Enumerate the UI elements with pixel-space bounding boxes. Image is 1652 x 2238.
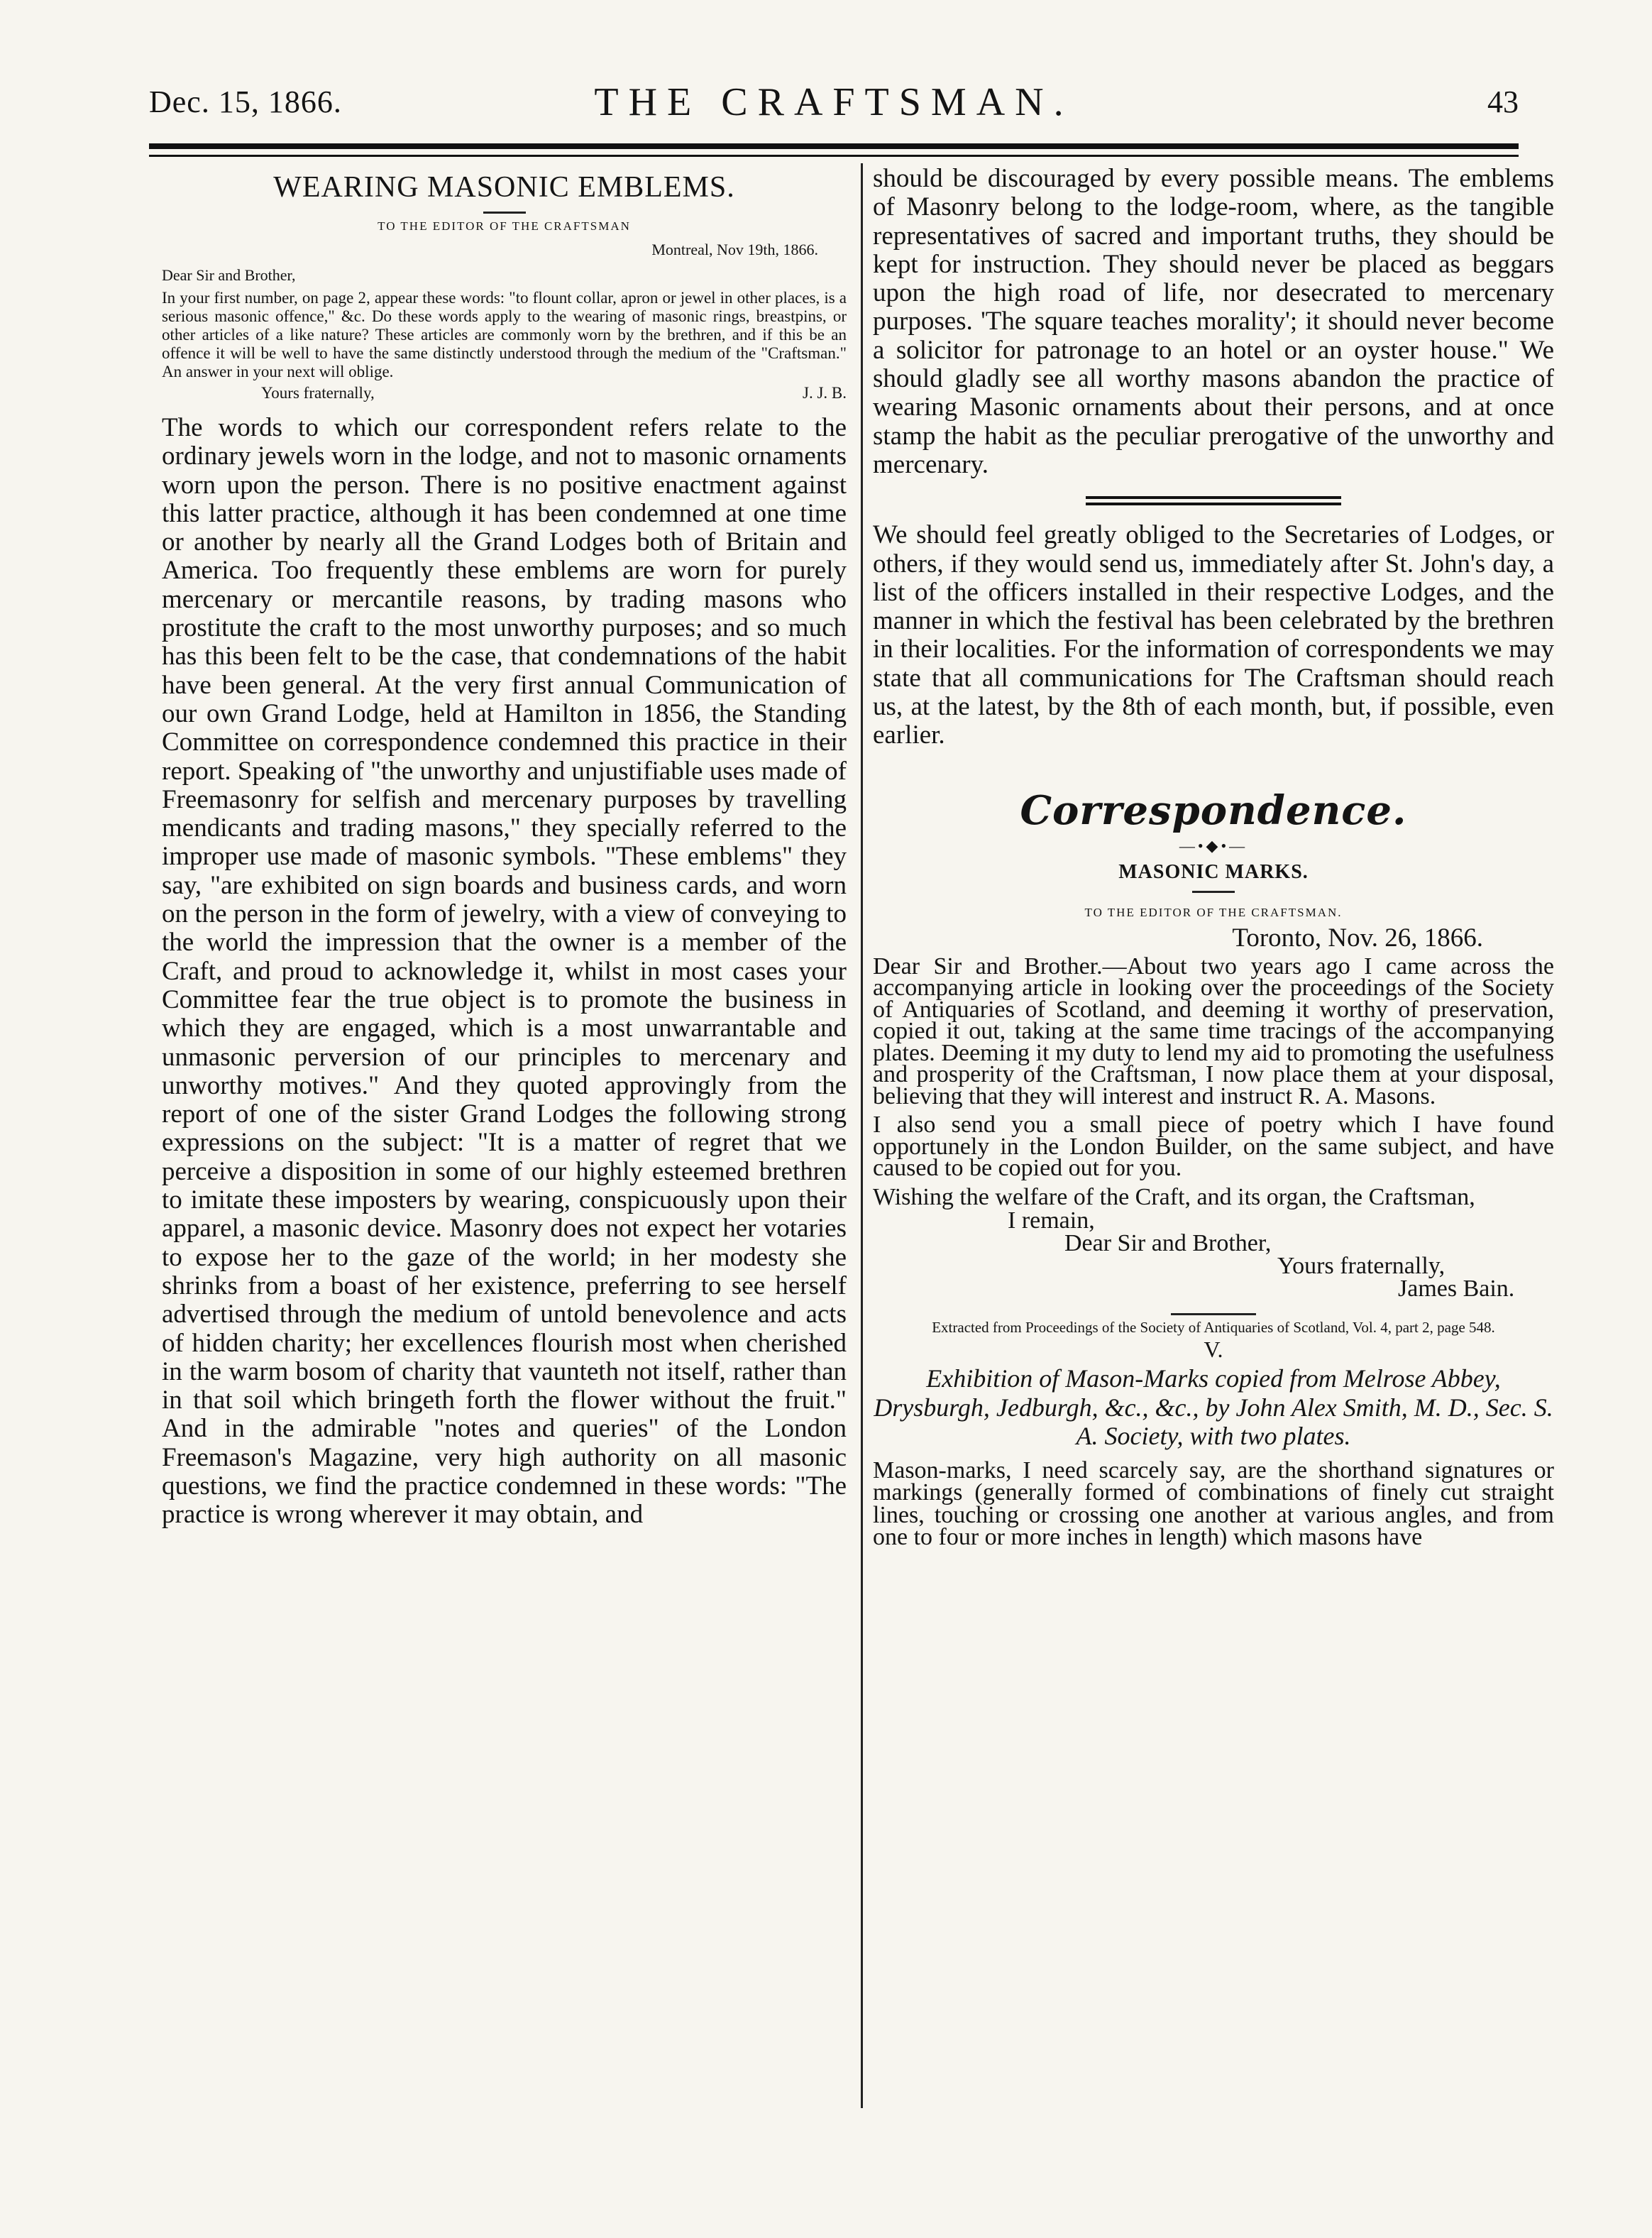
article-title: WEARING MASONIC EMBLEMS. <box>273 171 735 204</box>
letter-salutation: Dear Sir and Brother, <box>162 266 296 284</box>
closing-signature: James Bain. <box>1398 1276 1515 1302</box>
signoff-initials: J. J. B. <box>803 384 847 402</box>
correspondence-place-date: Toronto, Nov. 26, 1866. <box>1232 923 1483 953</box>
reader-letter: In your first number, on page 2, appear these words: "to flount collar, apron or jewel in other places, is a serious masonic offence," &c. Do these words apply to the wearing of masonic rings, breastpins, or other articles of a like nature? These articles are commonly worn by the brethren, and if this be an offence it will be well to have the same distinctly understood through the medium of the "Craftsman." An answer in your next will oblige. <box>162 289 847 380</box>
left-column <box>162 165 847 1530</box>
title-rule <box>483 212 526 214</box>
issue-date: Dec. 15, 1866. <box>149 84 342 119</box>
correspondence-heading: Correspondence. <box>1020 786 1407 834</box>
mason-marks-text: Mason-marks, I need scarcely say, are the shorthand signatures or markings (generally formed of combinations of finely cut straight lines, touching or crossing one another at various angles, and from one to four or more inches in length) which masons have <box>873 1457 1554 1551</box>
letter-signoff <box>261 384 847 402</box>
to-editor-line: TO THE EDITOR OF THE CRAFTSMAN <box>378 219 631 233</box>
signoff-text: Yours fraternally, <box>261 384 375 402</box>
correspondence-paragraph-2: I also send you a small piece of poetry which I have found opportunely in the London Builder, on the same subject, and have caused to be copied out for you. <box>873 1112 1554 1182</box>
masthead <box>149 79 1519 138</box>
masthead-rule-thin <box>149 155 1519 157</box>
exhibition-title: Exhibition of Mason-Marks copied from Melrose Abbey, Drysburgh, Jedburgh, &c., &c., by John Alex Smith, M. D., Sec. S. A. Society, with two plates. <box>874 1364 1553 1451</box>
page-number: 43 <box>1487 84 1519 119</box>
column-divider <box>861 163 863 2108</box>
right-column <box>873 165 1554 1549</box>
closing-remain: I remain, <box>1008 1207 1095 1234</box>
footnote-rule <box>1171 1313 1256 1315</box>
section-marker: V. <box>1204 1337 1223 1363</box>
section-double-rule <box>1086 496 1341 505</box>
correspondence-paragraph-3: Wishing the welfare of the Craft, and its organ, the Craftsman, <box>873 1183 1475 1210</box>
correspondence-to-editor: TO THE EDITOR OF THE CRAFTSMAN. <box>1084 905 1343 919</box>
editorial-announcement: We should feel greatly obliged to the Secretaries of Lodges, or others, if they would send us, immediately after St. John's day, a list of the officers installed in their respective Lodges, and the manner in which the festival has been celebrated by the brethren in their localities. For the information of correspondents we may state that all communications for The Craftsman should reach us, at the latest, by the 8th of each month, but, if possible, even earlier. <box>873 520 1554 750</box>
publication-title: THE CRAFTSMAN. <box>594 80 1074 124</box>
closing-sir: Dear Sir and Brother, <box>1064 1230 1272 1257</box>
subheading-rule <box>1192 891 1235 893</box>
masthead-rule-thick <box>149 143 1519 149</box>
correspondence-subheading: MASONIC MARKS. <box>1118 860 1309 883</box>
correspondence-paragraph-1: Dear Sir and Brother.—About two years ago I came across the accompanying article in looking over the proceedings of the Society of Antiquaries of Scotland, and deeming it worthy of preservation, copied it out, taking at the same time tracings of the accompanying plates. Deeming it my duty to lend my aid to promoting the usefulness and prosperity of the Craftsman, I now place them at your disposal, believing that they will interest and instruct R. A. Masons. <box>873 953 1554 1109</box>
letter-place-date: Montreal, Nov 19th, 1866. <box>651 241 818 258</box>
article-continuation: should be discouraged by every possible means. The emblems of Masonry belong to the lodge-room, where, as the tangible representatives of sacred and important truths, they should be kept for instruction. They should never be placed as beggars upon the high road of life, nor desecrated to mercenary purposes. 'The square teaches morality'; it should never become a solicitor for patronage to an hotel or an oyster house." We should gladly see all worthy masons abandon the practice of wearing Masonic ornaments about their persons, and at once stamp the habit as the peculiar prerogative of the unworthy and mercenary. <box>873 164 1554 479</box>
ornament-divider: —•◆•— <box>1179 836 1248 855</box>
source-footnote: Extracted from Proceedings of the Society of Antiquaries of Scotland, Vol. 4, part 2, page 548. <box>932 1319 1495 1337</box>
closing-yours: Yours fraternally, <box>1277 1253 1446 1280</box>
article-body: The words to which our correspondent refers relate to the ordinary jewels worn in the lodge, and not to masonic ornaments worn upon the person. There is no positive enactment against this latter practice, although it has been condemned at one time or another by nearly all the Grand Lodges both of Britain and America. Too frequently these emblems are worn for purely mercenary or mercantile reasons, by trading masons who prostitute the craft to the most unworthy purposes; and so much has this been felt to be the case, that condemnations of the habit have been general. At the very first annual Communication of our own Grand Lodge, held at Hamilton in 1856, the Standing Committee on correspondence condemned this practice in their report. Speaking of "the unworthy and unjustifiable uses made of Freemasonry for selfish and mercenary purposes by travelling mendicants and trading masons," they specially referred to the improper use made of masonic symbols. "These emblems" they say, "are exhibited on sign boards and business cards, and worn on the person in the form of jewelry, with a view of conveying to the world the impression that the owner is a member of the Craft, and proud to acknowledge it, whilst in most cases your Committee fear the true object is to promote the business in which they are engaged, which is a most unwarrantable and unmasonic perversion of our principles to mercenary and unworthy motives." And they quoted approvingly from the report of one of the sister Grand Lodges the following strong expressions on the subject: "It is a matter of regret that we perceive a disposition in some of our highly esteemed brethren to imitate these imposters by wearing, conspicuously upon their apparel, a masonic device. Masonry does not expect her votaries to expose her to the gaze of the world; in her modesty she shrinks from a boast of her existence, preferring to see herself advertised through the medium of untold benevolence and acts of hidden charity; her excellences flourish most when cherished in the warm bosom of charity that vaunteth not itself, rather than in that soil which bringeth forth the flower without the fruit." And in the admirable "notes and queries" of the London Freemason's Magazine, very high authority on all masonic questions, we find the practice condemned in these words: "The practice is wrong wherever it may obtain, and <box>162 413 847 1530</box>
